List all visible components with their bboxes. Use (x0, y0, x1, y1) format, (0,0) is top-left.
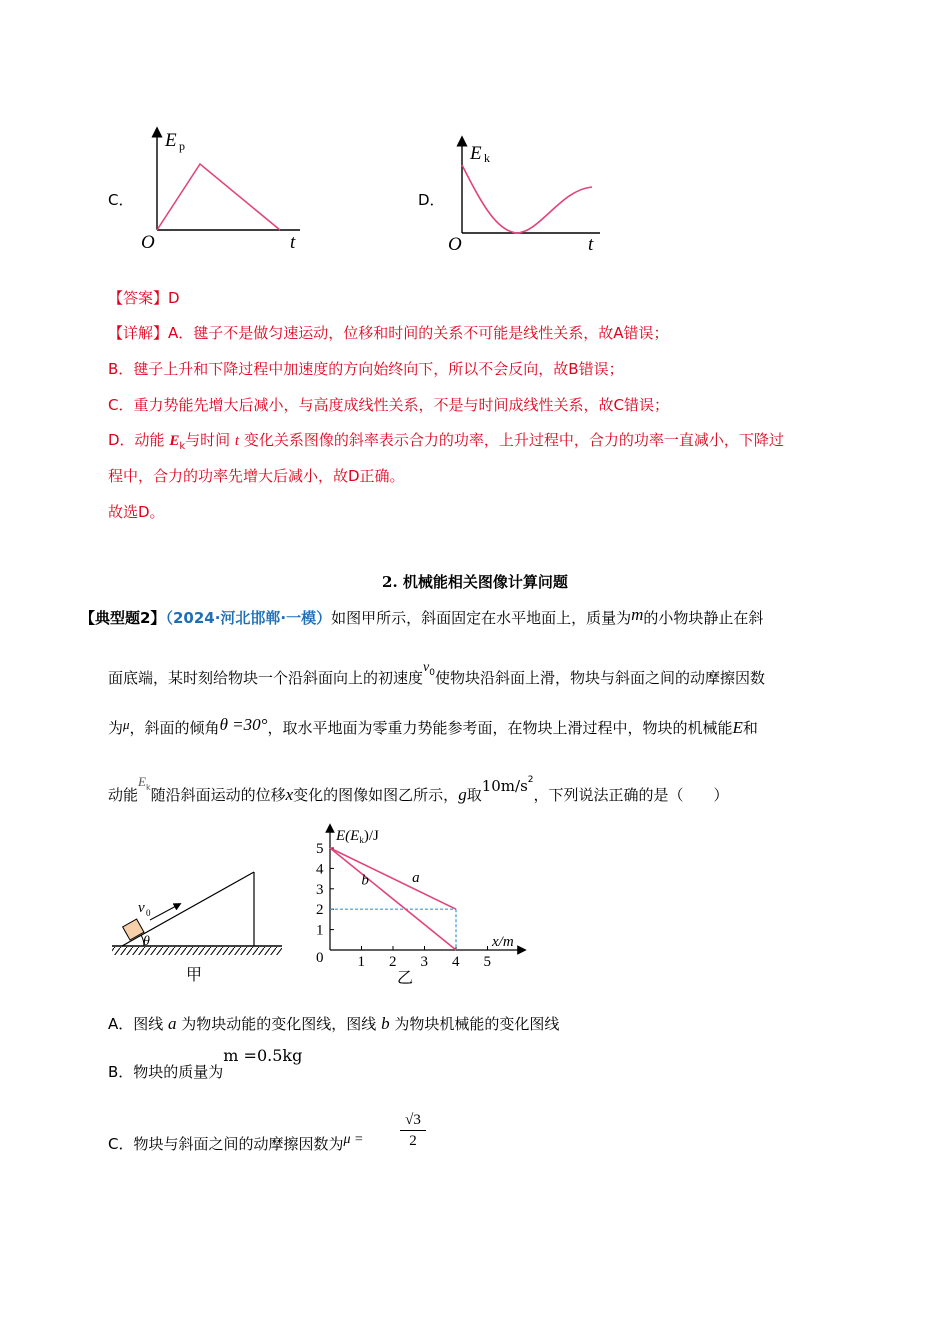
yi-y-label: $E(E_k)/J$ (336, 828, 379, 845)
yi-x-tick-label: 2 (389, 954, 397, 970)
yi-caption: 乙 (397, 970, 414, 987)
figure-jia (108, 860, 288, 985)
yi-series-label-a: a (412, 869, 420, 886)
yi-x-tick-label: 3 (420, 954, 428, 970)
c-curve (157, 164, 280, 230)
yi-y-tick-label: 5 (316, 841, 324, 857)
ground-hatch (112, 947, 282, 955)
d-y-sub: k (484, 151, 490, 165)
c-origin: O (141, 232, 155, 253)
detail-line-d2: 程中，合力的功率先增大后减小，故D正确。 (108, 467, 405, 485)
jia-v0-sub: 0 (146, 908, 151, 918)
section-title: 2. 机械能相关图像计算问题 (382, 573, 568, 591)
option-c-fraction (400, 1110, 426, 1151)
problem-line-3: 为μ，斜面的倾角θ =30°，取水平地面为零重力势能参考面，在物块上滑过程中，物块的机械能E和 (108, 715, 758, 737)
d-curve (462, 165, 592, 233)
c-x-label: t (290, 232, 296, 253)
yi-origin: 0 (316, 950, 324, 966)
problem-line-1: 【典型题2】（2024·河北邯郸·一模）如图甲所示，斜面固定在水平地面上，质量为m的小物块静止在斜 (80, 605, 764, 627)
problem-line-2: 面底端，某时刻给物块一个沿斜面向上的初速度$v_0$使物块沿斜面上滑，物块与斜面之间的动摩擦因数 (108, 660, 765, 687)
option-c: C．物块与斜面之间的动摩擦因数为μ = (108, 1132, 364, 1153)
option-b-expr: m =0.5kg (223, 1046, 303, 1065)
fraction-denominator: 2 (409, 1133, 417, 1149)
problem-tag: 【典型题2】 (80, 609, 166, 627)
option-c-label: C． (108, 191, 134, 209)
d-x-label: t (588, 234, 594, 255)
block (123, 919, 144, 940)
answer-value: D (168, 289, 180, 307)
answer-line (108, 288, 180, 308)
detail-line-b: B．毽子上升和下降过程中加速度的方向始终向下，所以不会反向，故B错误； (108, 360, 624, 378)
c-y-label: E (165, 130, 177, 151)
option-c-graph (135, 120, 310, 255)
option-d-label: D． (418, 191, 445, 209)
yi-y-tick-label: 1 (316, 922, 324, 939)
option-d-graph (440, 135, 610, 255)
detail-line-c: C．重力势能先增大后减小，与高度成线性关系，不是与时间成线性关系，故C错误； (108, 396, 669, 414)
detail-a-text: A．毽子不是做匀速运动，位移和时间的关系不可能是线性关系，故A错误； (168, 324, 669, 342)
fraction-numerator: √3 (400, 1110, 426, 1131)
problem-line-4: 动能$E_k$随沿斜面运动的位移x变化的图像如图乙所示，g取$10m/s^2$，下列说法正确的是（ ） (108, 774, 729, 804)
problem-source: （2024·河北邯郸·一模） (165, 609, 332, 627)
option-b: B．物块的质量为m =0.5kg (108, 1046, 303, 1081)
figure-yi-chart (300, 822, 540, 987)
detail-prefix: 【详解】 (108, 324, 169, 342)
detail-line-a (108, 323, 669, 343)
detail-line-d: D．动能 $E_k$与时间 t 变化关系图像的斜率表示合力的功率，上升过程中，合力的功率一直减小，下降过 (108, 431, 784, 452)
yi-series-line-b (330, 848, 456, 950)
conclusion: 故选D。 (108, 503, 165, 521)
c-y-sub: p (179, 139, 185, 153)
d-origin: O (448, 234, 462, 255)
yi-y-tick-label: 2 (316, 902, 324, 919)
yi-y-tick-label: 4 (316, 861, 324, 878)
d-y-label: E (470, 143, 482, 164)
yi-x-tick-label: 4 (452, 954, 460, 970)
option-a: A．图线 a 为物块动能的变化图线，图线 b 为物块机械能的变化图线 (108, 1014, 560, 1033)
yi-x-label: x/m (492, 934, 514, 950)
jia-caption: 甲 (186, 967, 203, 984)
jia-theta: θ (143, 934, 150, 949)
answer-prefix: 【答案】 (108, 289, 169, 307)
jia-v0: v (138, 900, 145, 916)
yi-series-label-b: b (361, 872, 369, 889)
yi-x-tick-label: 5 (483, 954, 491, 970)
yi-y-tick-label: 3 (316, 881, 324, 898)
velocity-arrow (150, 905, 178, 920)
yi-x-tick-label: 1 (357, 954, 365, 970)
